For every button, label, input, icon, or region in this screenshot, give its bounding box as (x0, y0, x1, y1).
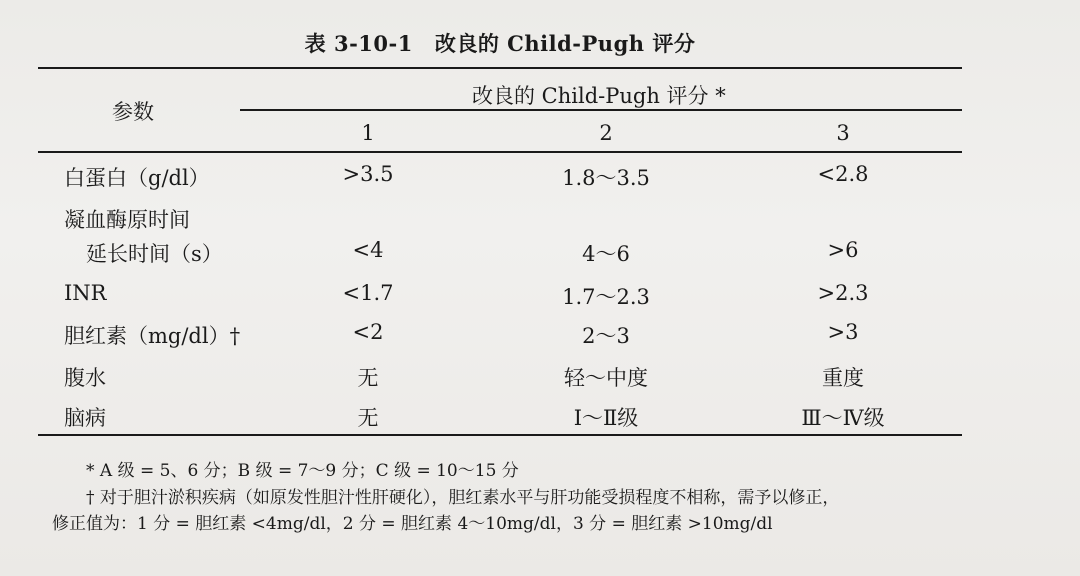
inr-score-2: 1.7～2.3 (562, 285, 650, 309)
score-column-header: 改良的 Child-Pugh 评分 * (472, 84, 726, 108)
ascites-score-1: 无 (357, 366, 379, 390)
footnote-grades: * A 级 = 5、6 分；B 级 = 7～9 分；C 级 = 10～15 分 (86, 461, 519, 481)
row-label-prolongation: 延长时间（s） (86, 242, 223, 266)
inr-score-1: <1.7 (342, 281, 394, 305)
encephalopathy-score-1: 无 (357, 406, 379, 430)
inr-score-3: >2.3 (817, 281, 869, 305)
param-column-header: 参数 (112, 100, 154, 124)
score-3-header: 3 (836, 121, 850, 145)
row-label-albumin: 白蛋白（g/dl） (64, 166, 210, 190)
prolongation-score-3: >6 (827, 238, 859, 262)
table-number: 表 3-10-1 (304, 31, 413, 56)
albumin-score-3: <2.8 (817, 162, 869, 186)
score-2-header: 2 (599, 121, 613, 145)
encephalopathy-score-3: Ⅲ～Ⅳ级 (801, 406, 885, 430)
prolongation-score-1: <4 (352, 238, 384, 262)
row-label-prothrombin: 凝血酶原时间 (64, 208, 190, 232)
footnote-dagger-line-1: † 对于胆汁淤积疾病（如原发性胆汁性肝硬化），胆红素水平与肝功能受损程度不相称，需予以修正， (86, 488, 840, 508)
table-caption (0, 28, 1000, 58)
encephalopathy-score-2: Ⅰ～Ⅱ级 (573, 406, 639, 430)
bilirubin-score-3: >3 (827, 320, 859, 344)
albumin-score-2: 1.8～3.5 (562, 166, 650, 190)
bilirubin-score-1: <2 (352, 320, 384, 344)
table-title: 改良的 Child-Pugh 评分 (434, 31, 696, 56)
header-rule (38, 151, 962, 153)
prolongation-score-2: 4～6 (582, 242, 630, 266)
ascites-score-2: 轻～中度 (564, 366, 648, 390)
bilirubin-score-2: 2～3 (582, 324, 630, 348)
albumin-score-1: >3.5 (342, 162, 394, 186)
top-rule (38, 67, 962, 69)
row-label-bilirubin: 胆红素（mg/dl）† (64, 324, 241, 348)
row-label-ascites: 腹水 (64, 366, 106, 390)
row-label-encephalopathy: 脑病 (64, 406, 106, 430)
footnote-dagger-line-2: 修正值为：1 分 = 胆红素 <4mg/dl，2 分 = 胆红素 4～10mg/dl，3 分 = 胆红素 >10mg/dl (52, 514, 773, 534)
bottom-rule (38, 434, 962, 436)
row-label-inr: INR (64, 281, 107, 305)
score-1-header: 1 (361, 121, 375, 145)
ascites-score-3: 重度 (822, 366, 864, 390)
